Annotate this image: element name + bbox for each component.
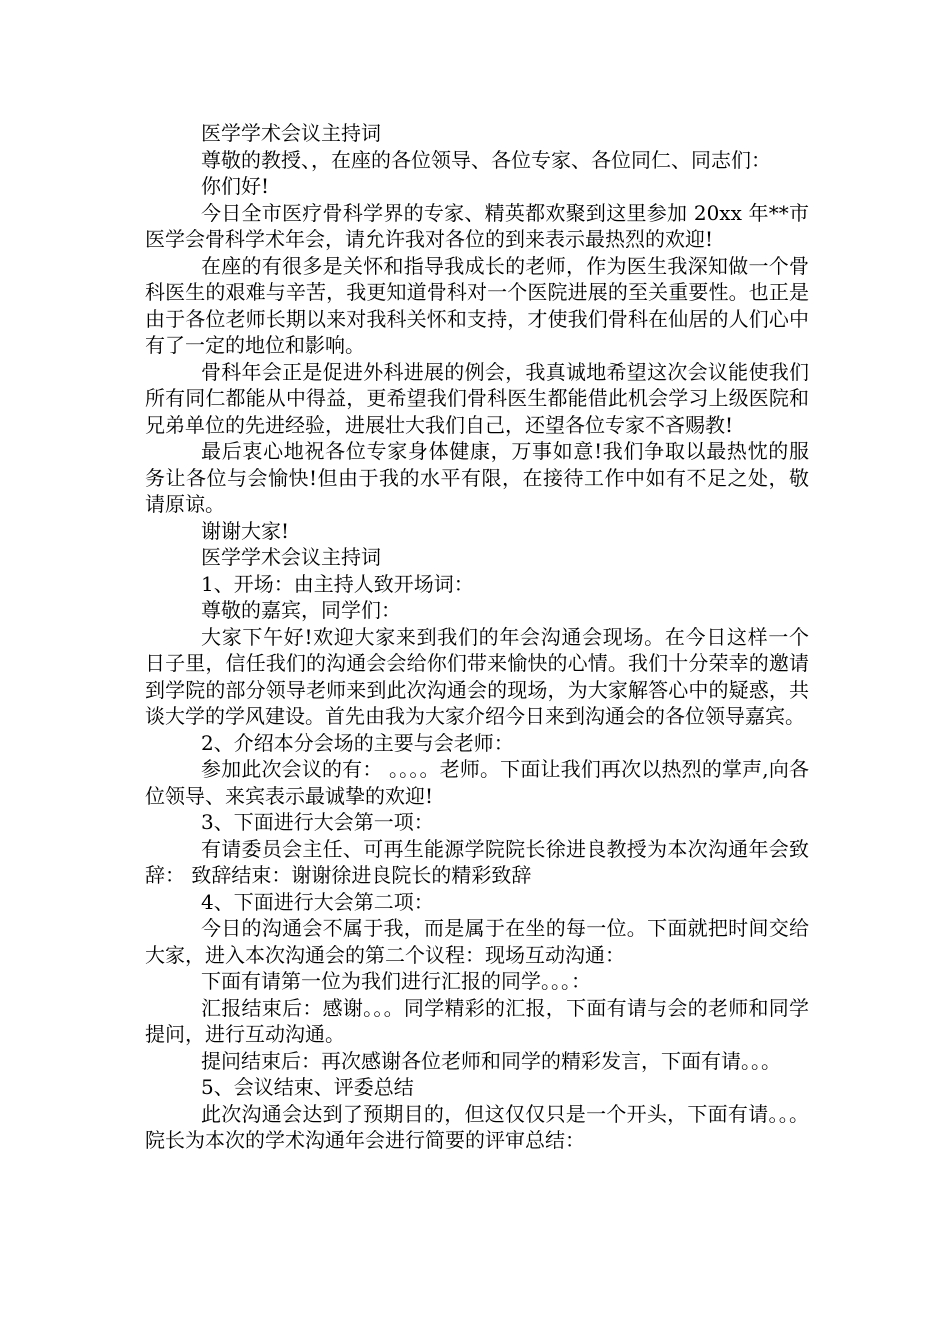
salutation: 尊敬的教授、，在座的各位领导、各位专家、各位同仁、同志们： bbox=[201, 147, 771, 172]
paragraph-attendees: 参加此次会议的有： 。。。。老师。下面让我们再次以热烈的掌声,向各位领导、来宾表示最诚挚的欢迎! bbox=[145, 757, 809, 808]
paragraph-first-report: 下面有请第一位为我们进行汇报的同学。。。： bbox=[201, 969, 591, 993]
guest-salutation: 尊敬的嘉宾，同学们： bbox=[201, 598, 401, 622]
paragraph-interaction: 今日的沟通会不属于我，而是属于在坐的每一位。下面就把时间交给大家，进入本次沟通会的第二个议程：现场互动沟通： bbox=[145, 916, 809, 967]
thanks-line: 谢谢大家! bbox=[201, 518, 290, 543]
step-1-heading: 1、开场：由主持人致开场词： bbox=[201, 571, 474, 596]
document-title: 医学学术会议主持词 bbox=[201, 121, 381, 145]
step-4-heading: 4、下面进行大会第二项： bbox=[201, 889, 434, 914]
paragraph-summary: 此次沟通会达到了预期目的，但这仅仅只是一个开头，下面有请。。。院长为本次的学术沟通年会进行简要的评审总结： bbox=[145, 1101, 809, 1152]
paragraph-welcome: 今日全市医疗骨科学界的专家、精英都欢聚到这里参加 20xx 年**市医学会骨科学术年会，请允许我对各位的到来表示最热烈的欢迎! bbox=[145, 200, 809, 251]
paragraph-closing-wishes: 最后衷心地祝各位专家身体健康，万事如意!我们争取以最热忱的服务让各位与会愉快!但由于我的水平有限，在接待工作中如有不足之处，敬请原谅。 bbox=[145, 439, 809, 516]
greeting: 你们好! bbox=[201, 174, 270, 198]
paragraph-teachers: 在座的有很多是关怀和指导我成长的老师，作为医生我深知做一个骨科医生的艰难与辛苦，我更知道骨科对一个医院进展的至关重要性。也正是由于各位老师长期以来对我科关怀和支持，才使我们骨科在仙居的人们心中有了一定的地位和影响。 bbox=[145, 253, 809, 357]
document-body bbox=[145, 120, 809, 1154]
section-title: 医学学术会议主持词 bbox=[201, 545, 381, 569]
paragraph-annual-meeting: 骨科年会正是促进外科进展的例会，我真诚地希望这次会议能使我们所有同仁都能从中得益，更希望我们骨科医生都能借此机会学习上级医院和兄弟单位的先进经验，进展壮大我们自己，还望各位专家不吝赐教! bbox=[145, 359, 809, 437]
paragraph-opening-speech: 大家下午好!欢迎大家来到我们的年会沟通会现场。在今日这样一个日子里，信任我们的沟通会会给你们带来愉快的心情。我们十分荣幸的邀请到学院的部分领导老师来到此次沟通会的现场，为大家解答心中的疑惑，共谈大学的学风建设。首先由我为大家介绍今日来到沟通会的各位领导嘉宾。 bbox=[145, 624, 809, 728]
step-3-heading: 3、下面进行大会第一项： bbox=[201, 810, 434, 834]
step-5-heading: 5、会议结束、评委总结 bbox=[201, 1075, 414, 1099]
step-2-heading: 2、介绍本分会场的主要与会老师： bbox=[201, 730, 514, 755]
paragraph-after-questions: 提问结束后：再次感谢各位老师和同学的精彩发言，下面有请。。。 bbox=[201, 1048, 781, 1073]
paragraph-dean-speech: 有请委员会主任、可再生能源学院院长徐进良教授为本次沟通年会致辞： 致辞结束：谢谢徐进良院长的精彩致辞 bbox=[145, 836, 809, 887]
paragraph-after-report: 汇报结束后：感谢。。。同学精彩的汇报，下面有请与会的老师和同学提问，进行互动沟通。 bbox=[145, 995, 809, 1046]
